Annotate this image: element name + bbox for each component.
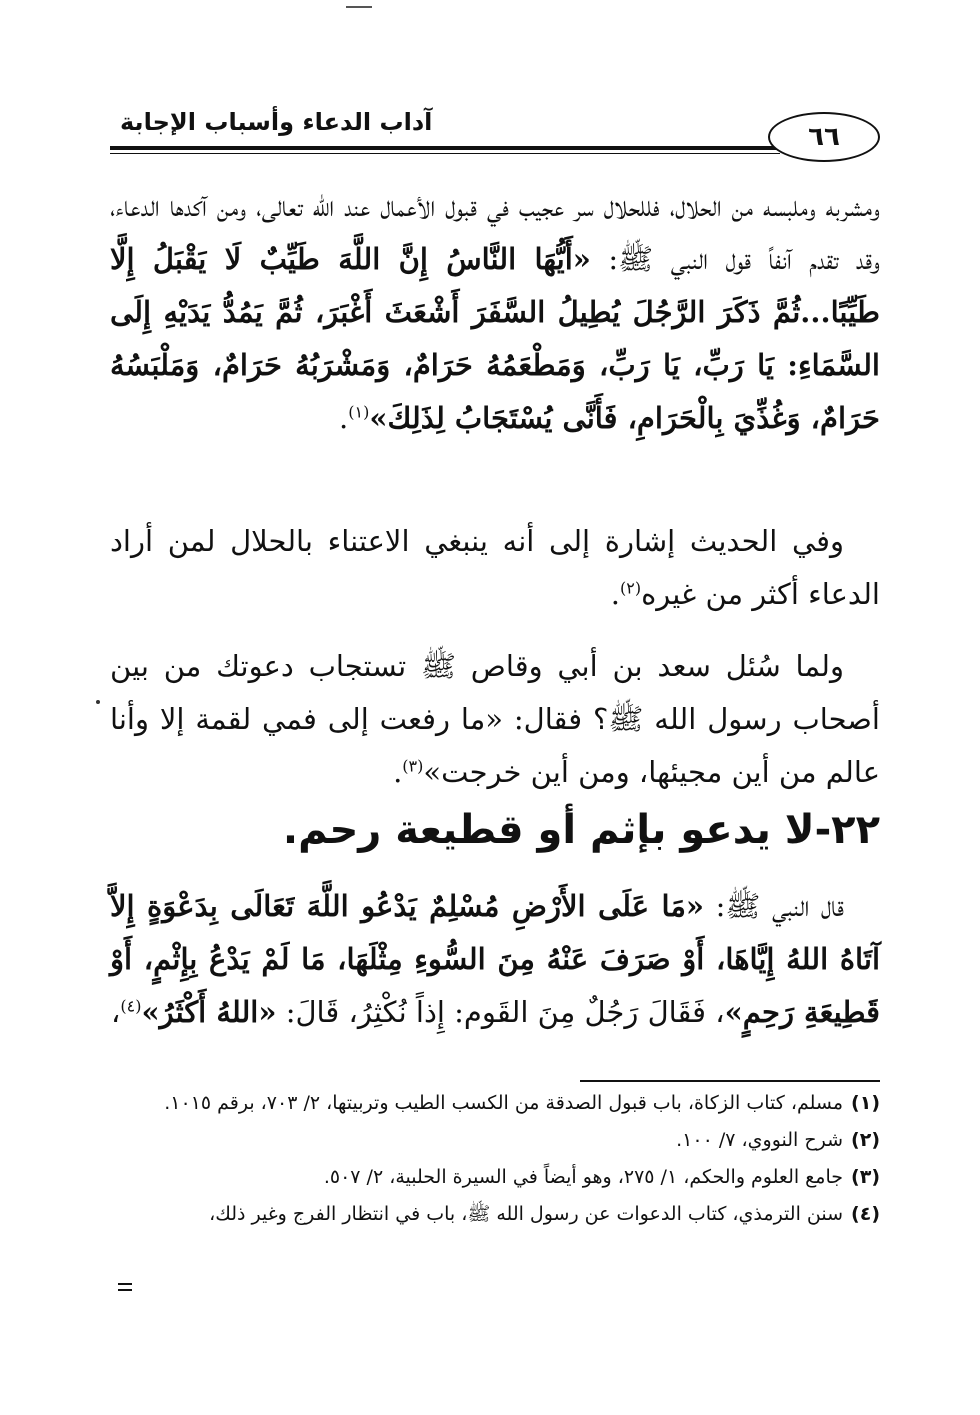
footnote-text: شرح النووي، ٧/ ١٠٠. [676, 1129, 844, 1151]
footnote-ref-4: (٤) [120, 996, 142, 1016]
paragraph-halal-hadith [110, 180, 880, 445]
hadith-quote-2: «اللهُ أَكْثَرُ» [141, 995, 277, 1029]
footnote-number: (٣) [851, 1166, 880, 1188]
footnote-ref-1: (١) [348, 402, 370, 422]
paragraph-end: . [339, 401, 349, 435]
footnote-separator [580, 1080, 880, 1082]
paragraph-end: . [610, 577, 621, 611]
footnote-item [110, 1199, 880, 1230]
top-edge-mark [346, 6, 372, 8]
header-rule-thick [110, 146, 780, 150]
margin-dot [96, 700, 100, 704]
paragraph-hadith-indication [110, 515, 880, 621]
paragraph-end: ، [111, 995, 121, 1029]
paragraph-end: . [393, 755, 403, 789]
hadith-quote: «أَيُّهَا النَّاسُ إِنَّ اللَّهَ طَيِّبٌ لَا يَقْبَلُ إِلَّا طَيِّبًا...ثُمَّ ذَكَرَ الرَّجُلَ يُطِيلُ السَّفَرَ أَشْعَثَ أَغْبَرَ، ثُمَّ يَمُدُّ يَدَيْهِ إِلَى السَّمَاءِ: يَا رَبِّ، يَا رَبِّ، وَمَطْعَمُهُ حَرَامٌ، وَمَشْرَبُهُ حَرَامٌ، وَمَلْبَسُهُ حَرَامٌ، وَغُذِّيَ بِالْحَرَامِ، فَأَنَّى يُسْتَجَابُ لِذَلِكَ» [110, 242, 880, 435]
footnote-item [110, 1162, 880, 1193]
footnote-text: سنن الترمذي، كتاب الدعوات عن رسول الله ﷺ، باب في انتظار الفرج وغير ذلك، [209, 1203, 844, 1225]
footnote-text: مسلم، كتاب الزكاة، باب قبول الصدقة من الكسب الطيب وتربيتها، ٢/ ٧٠٣، برقم ١٠١٥. [164, 1092, 844, 1114]
footnote-text: جامع العلوم والحكم، ١/ ٢٧٥، وهو أيضاً في السيرة الحلبية، ٢/ ٥٠٧. [323, 1166, 844, 1188]
paragraph-mid: ، فَقَالَ رَجُلٌ مِنَ القَوم: إِذاً نُكْثِرُ، قَالَ: [276, 995, 725, 1029]
footnote-number: (٤) [851, 1203, 880, 1225]
hadith-quote: «مَا عَلَى الأَرْضِ مُسْلِمٌ يَدْعُو اللَّهَ تَعَالَى بِدَعْوَةٍ إِلاَّ آتَاهُ اللهُ إِيَّاهَا، أَوْ صَرَفَ عَنْهُ مِنَ السُّوءِ مِثْلَهَا، مَا لَمْ يَدْعُ بِإِثْمٍ، أَوْ قَطِيعَةِ رَحِمٍ» [110, 889, 880, 1029]
paragraph-intro: قال النبي ﷺ: [704, 889, 845, 923]
paragraph-text: وفي الحديث إشارة إلى أنه ينبغي الاعتناء بالحلال لمن أراد الدعاء أكثر من غيره [110, 524, 880, 611]
continuation-mark [118, 1283, 132, 1291]
page-header [110, 108, 880, 164]
footnote-item [110, 1125, 880, 1156]
paragraph-intro: ومشربه وملبسه من الحلال، فللحلال سر عجيب في قبول الأعمال عند الله تعالى، ومن آكدها الدعاء، وقد تقدم آنفاً قول النبي ﷺ: [110, 189, 880, 276]
page-number: ٦٦ [808, 122, 840, 152]
paragraph-saad-narration [110, 640, 880, 799]
footnote-item [110, 1088, 880, 1119]
section-heading: ٢٢-لا يدعو بإثم أو قطيعة رحم. [282, 807, 880, 853]
footnote-ref-2: (٢) [620, 578, 642, 598]
paragraph-prophet-saying [110, 880, 880, 1039]
paragraph-text: ولما سُئل سعد بن أبي وقاص ﷺ تستجاب دعوتك من بين أصحاب رسول الله ﷺ؟ فقال: «ما رفعت إلى فمي لقمة إلا وأنا عالم من أين مجيئها، ومن أين خرجت» [110, 649, 880, 789]
page-number-badge [768, 112, 880, 162]
footnote-ref-3: (٣) [402, 756, 424, 776]
footnote-number: (١) [851, 1092, 880, 1114]
footnote-number: (٢) [851, 1129, 880, 1151]
footnotes [110, 1088, 880, 1236]
header-rule-thin [110, 153, 780, 154]
book-title: آداب الدعاء وأسباب الإجابة [120, 108, 433, 136]
